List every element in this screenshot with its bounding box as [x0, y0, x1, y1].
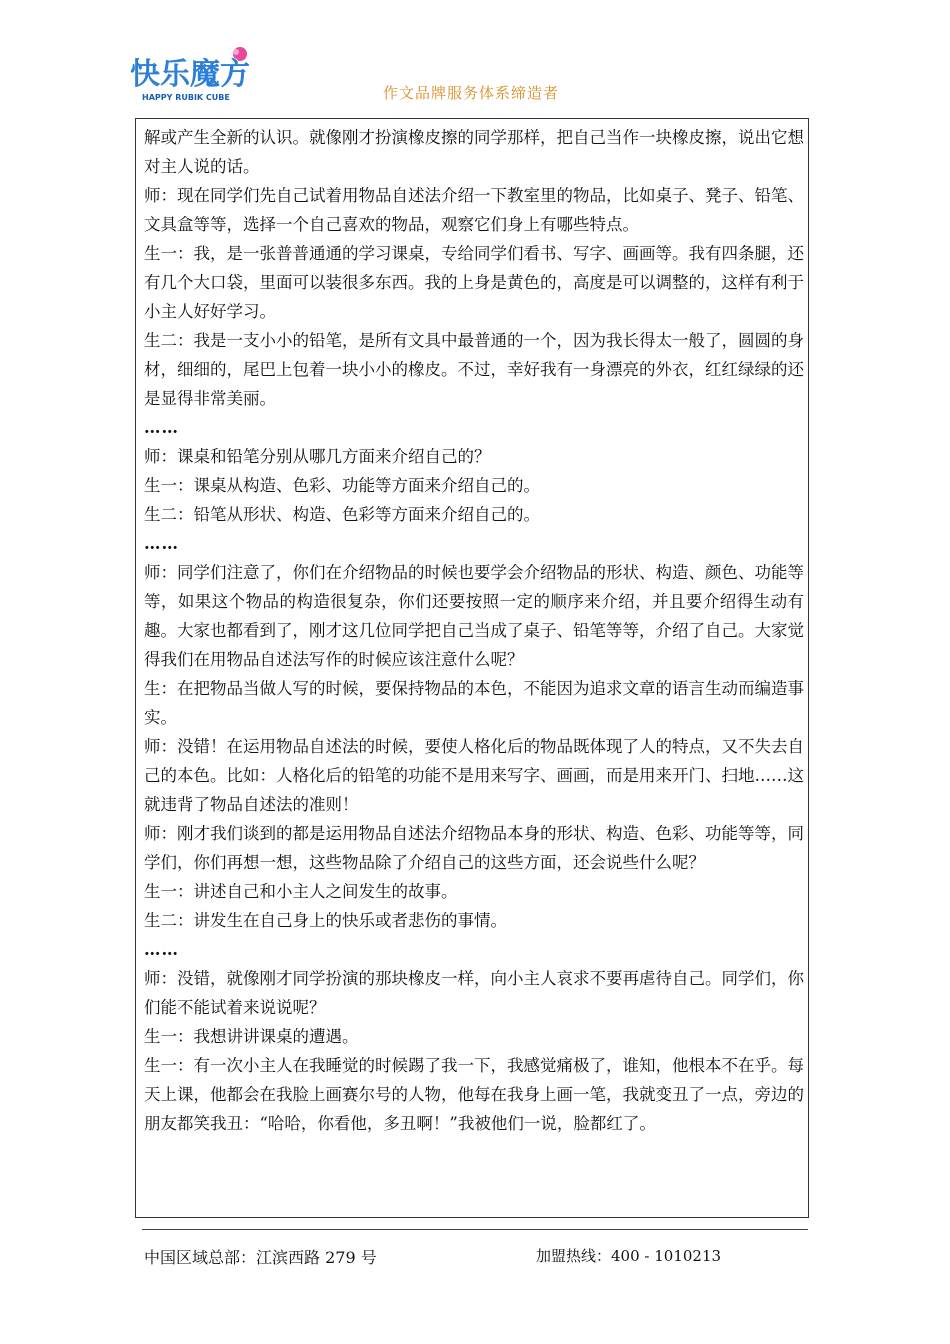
footer-hotline: 加盟热线：400 - 1010213: [536, 1247, 722, 1265]
logo-text: 快乐魔方: [130, 57, 250, 92]
dialogue-paragraph: 师：没错，就像刚才同学扮演的那块橡皮一样，向小主人哀求不要再虐待自己。同学们，你们能不能试着来说说呢？: [144, 969, 804, 1017]
dialogue-paragraph: 生二：我是一支小小的铅笔，是所有文具中最普通的一个，因为我长得太一般了，圆圆的身材，细细的，尾巴上包着一块小小的橡皮。不过，幸好我有一身漂亮的外衣，红红绿绿的还是显得非常美丽。: [144, 331, 804, 408]
dialogue-paragraph: 师：同学们注意了，你们在介绍物品的时候也要学会介绍物品的形状、构造、颜色、功能等等，如果这个物品的构造很复杂，你们还要按照一定的顺序来介绍，并且要介绍得生动有趣。大家也都看到了，刚才这几位同学把自己当成了桌子、铅笔等等，介绍了自己。大家觉得我们在用物品自述法写作的时候应该注意什么呢？: [144, 563, 804, 669]
brand-logo: [128, 46, 260, 104]
footer-divider: [142, 1229, 808, 1230]
lesson-transcript: [144, 123, 804, 1138]
lesson-content-box: [135, 118, 809, 1218]
brand-logo-graphic: [128, 46, 260, 104]
dialogue-paragraph: 生：在把物品当做人写的时候，要保持物品的本色，不能因为追求文章的语言生动而编造事实。: [144, 679, 804, 727]
dialogue-paragraph: 生一：讲述自己和小主人之间发生的故事。: [144, 882, 458, 901]
dialogue-paragraph: 生一：我想讲讲课桌的遭遇。: [144, 1027, 359, 1046]
footer-address: 中国区域总部：江滨西路 279 号: [144, 1248, 377, 1267]
dialogue-paragraph: 解或产生全新的认识。就像刚才扮演橡皮擦的同学那样，把自己当作一块橡皮擦，说出它想对主人说的话。: [144, 128, 804, 176]
dialogue-paragraph: 生二：讲发生在自己身上的快乐或者悲伤的事情。: [144, 911, 507, 930]
dialogue-paragraph: 师：刚才我们谈到的都是运用物品自述法介绍物品本身的形状、构造、色彩、功能等等，同学们，你们再想一想，这些物品除了介绍自己的这些方面，还会说些什么呢？: [144, 824, 804, 872]
dialogue-paragraph: 师：课桌和铅笔分别从哪几方面来介绍自己的？: [144, 447, 491, 466]
dialogue-paragraph: 生一：课桌从构造、色彩、功能等方面来介绍自己的。: [144, 476, 540, 495]
dialogue-paragraph: 生二：铅笔从形状、构造、色彩等方面来介绍自己的。: [144, 505, 540, 524]
brand-tagline: 作文品牌服务体系缔造者: [383, 84, 560, 102]
dialogue-paragraph: 师：现在同学们先自己试着用物品自述法介绍一下教室里的物品，比如桌子、凳子、铅笔、文具盒等等，选择一个自己喜欢的物品，观察它们身上有哪些特点。: [144, 186, 804, 234]
ellipsis-line: ……: [144, 534, 179, 553]
dialogue-paragraph: 师：没错！在运用物品自述法的时候，要使人格化后的物品既体现了人的特点，又不失去自己的本色。比如：人格化后的铅笔的功能不是用来写字、画画，而是用来开门、扫地……这就违背了物品自述法的准则！: [144, 737, 804, 814]
dialogue-paragraph: 生一：有一次小主人在我睡觉的时候踢了我一下，我感觉痛极了，谁知，他根本不在乎。每天上课，他都会在我脸上画赛尔号的人物，他每在我身上画一笔，我就变丑了一点，旁边的朋友都笑我丑：“哈哈，你看他，多丑啊！”我被他们一说，脸都红了。: [144, 1056, 804, 1133]
logo-subtext: HAPPY RUBIK CUBE: [142, 93, 230, 102]
ellipsis-line: ……: [144, 940, 179, 959]
dialogue-paragraph: 生一：我，是一张普普通通的学习课桌，专给同学们看书、写字、画画等。我有四条腿，还有几个大口袋，里面可以装很多东西。我的上身是黄色的，高度是可以调整的，这样有利于小主人好好学习。: [144, 244, 804, 321]
ellipsis-line: ……: [144, 418, 179, 437]
